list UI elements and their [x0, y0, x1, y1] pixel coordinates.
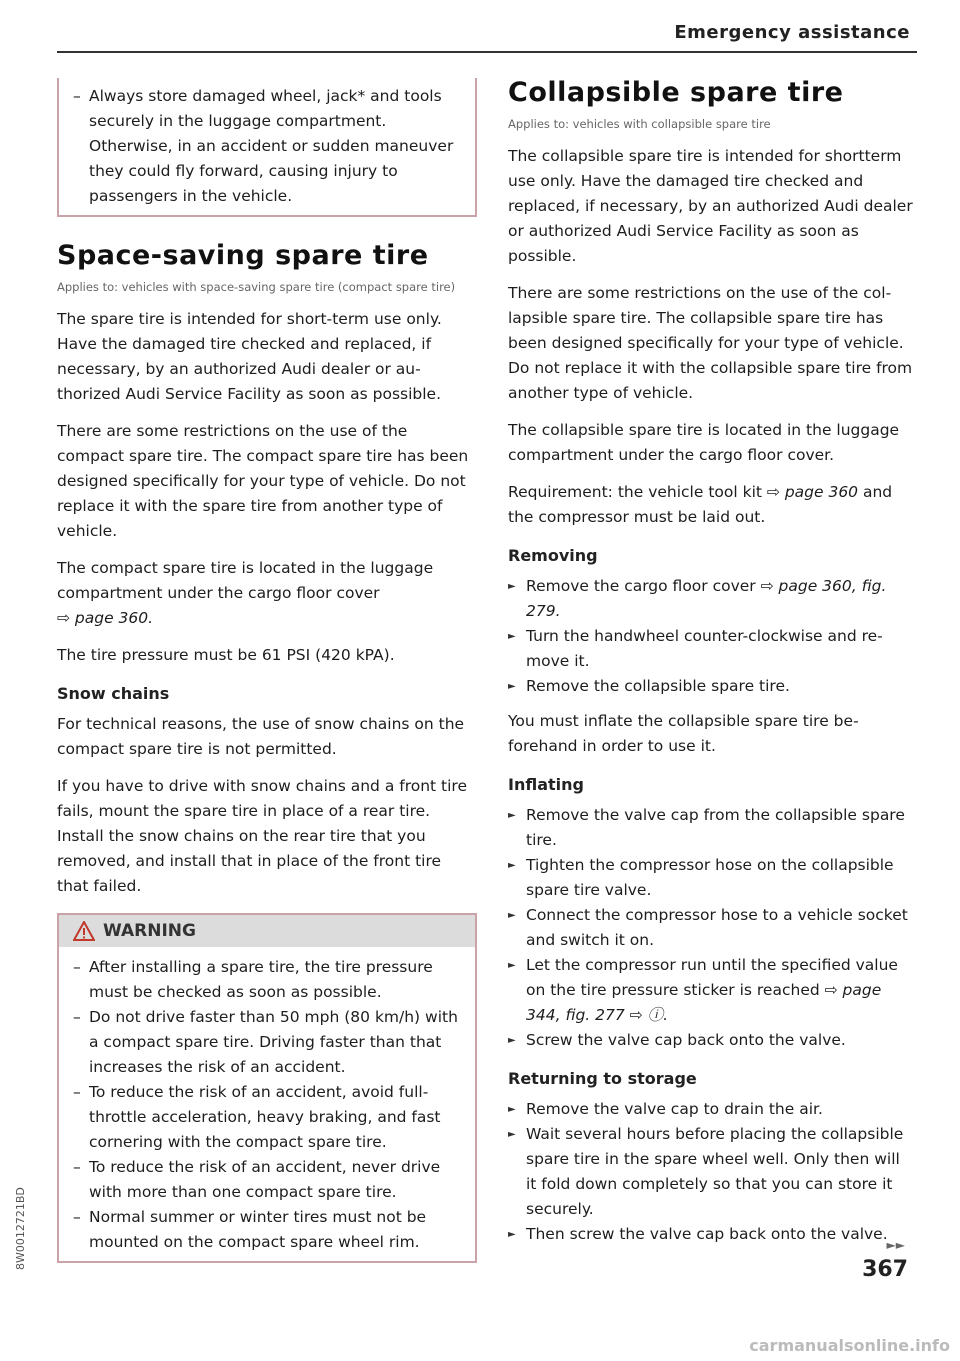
section-header: Emergency assistance: [674, 22, 910, 43]
step-item: ► Remove the valve cap to drain the air.: [508, 1097, 914, 1122]
warning-box: [57, 913, 477, 1263]
subheading-returning-to-storage: Returning to storage: [508, 1069, 697, 1088]
page-reference-link[interactable]: ⇨ page 360: [766, 483, 859, 501]
step-item: ► Remove the valve cap from the collapsible spare tire.: [508, 803, 914, 853]
document-code-text: 8W0012721BD: [14, 1187, 27, 1270]
note-item: – Always store damaged wheel, jack* and tools securely in the luggage compartment. Otherwise, in an accident or sudden maneuver they could fly forward, causing injury to passengers in the vehicle.: [73, 84, 459, 209]
warning-body: [59, 947, 475, 1261]
paragraph-text: The compact spare tire is located in the luggage compartment under the cargo floor cover: [57, 559, 434, 602]
continue-arrow-icon: ►►: [886, 1238, 905, 1252]
warning-item: – To reduce the risk of an accident, avoid fullthrottle acceleration, heavy braking, and fast cornering with the compact spare tire.: [73, 1080, 459, 1155]
watermark: carmanualsonline.info: [749, 1336, 950, 1355]
warning-label: WARNING: [103, 921, 196, 941]
warning-item: – Do not drive faster than 50 mph (80 km/h) with a compact spare tire. Driving faster than that increases the risk of an accident.: [73, 1005, 459, 1080]
paragraph: The tire pressure must be 61 PSI (420 kPA).: [57, 646, 395, 664]
section-title-space-saving: Space-saving spare tire: [57, 240, 429, 271]
right-column: [508, 76, 914, 1247]
left-column: [57, 78, 477, 1263]
page-reference-link[interactable]: ⇨ page 360.: [57, 609, 154, 627]
paragraph: For technical reasons, the use of snow chains on the compact spare tire is not permitted.: [57, 715, 465, 758]
paragraph-text: and the compressor must be laid out.: [508, 483, 893, 526]
paragraph: There are some restrictions on the use of the compact spare tire. The compact spare tire has been designed specifically for your type of vehicle. Do not replace it with the spare tire from another type of vehicle.: [57, 422, 469, 540]
applies-to: Applies to: vehicles with space-saving spare tire (compact spare tire): [57, 280, 456, 294]
subheading-snow-chains: Snow chains: [57, 684, 170, 703]
warning-triangle-icon: [73, 921, 95, 941]
step-item: ► Then screw the valve cap back onto the valve.: [508, 1222, 914, 1247]
paragraph: The collapsible spare tire is intended for shortterm use only. Have the damaged tire checked and replaced, if necessary, by an authorized Audi dealer or authorized Audi Service Facility as soon as possible.: [508, 147, 913, 265]
step-item: ► Remove the collapsible spare tire.: [508, 674, 914, 699]
subheading-inflating: Inflating: [508, 775, 584, 794]
warning-header: [59, 915, 475, 947]
step-item: ► Screw the valve cap back onto the valve.: [508, 1028, 914, 1053]
warning-item: – After installing a spare tire, the tire pressure must be checked as soon as possible.: [73, 955, 459, 1005]
paragraph: The spare tire is intended for short-term use only. Have the damaged tire checked and replaced, if necessary, by an authorized Audi dealer or authorized Audi Service Facility as soon as possible.: [57, 310, 442, 403]
step-item: ► Turn the handwheel counter-clockwise and remove it.: [508, 624, 914, 674]
paragraph-text: Requirement: the vehicle tool kit: [508, 483, 762, 501]
step-text: Let the compressor run until the specified value on the tire pressure sticker is reached: [526, 956, 898, 999]
paragraph: [508, 480, 914, 530]
paragraph: There are some restrictions on the use of the collapsible spare tire. The collapsible spare tire has been designed specifically for your type of vehicle. Do not replace it with the collapsible spare tire from another type of vehicle.: [508, 284, 913, 402]
step-text: Remove the cargo floor cover: [526, 577, 756, 595]
page-reference-link[interactable]: ⇨ page 344, fig. 277 ⇨ ⓘ.: [526, 981, 882, 1024]
applies-to: Applies to: vehicles with collapsible spare tire: [508, 117, 771, 131]
subheading-removing: Removing: [508, 546, 598, 565]
step-item: ► Wait several hours before placing the collapsible spare tire in the spare wheel well. Only then will it fold down completely so that you can store it securely.: [508, 1122, 914, 1222]
paragraph: If you have to drive with snow chains and a front tire fails, mount the spare tire in place of a rear tire. Install the snow chains on the rear tire that you removed, and install that in place of the front tire that failed.: [57, 777, 468, 895]
note-box: [57, 78, 477, 217]
paragraph: You must inflate the collapsible spare tire beforehand in order to use it.: [508, 712, 859, 755]
step-item: [508, 574, 914, 624]
step-item: ► Connect the compressor hose to a vehicle socket and switch it on.: [508, 903, 914, 953]
paragraph: The collapsible spare tire is located in the luggage compartment under the cargo floor cover.: [508, 421, 900, 464]
page-reference-link[interactable]: ⇨ page 360, fig. 279.: [526, 577, 887, 620]
document-code: [14, 1080, 32, 1280]
step-item: ► Tighten the compressor hose on the collapsible spare tire valve.: [508, 853, 914, 903]
warning-item: – To reduce the risk of an accident, never drive with more than one compact spare tire.: [73, 1155, 459, 1205]
paragraph: [57, 556, 477, 631]
warning-item: – Normal summer or winter tires must not be mounted on the compact spare wheel rim.: [73, 1205, 459, 1255]
section-title-collapsible: Collapsible spare tire: [508, 77, 844, 108]
page-number: 367: [862, 1257, 908, 1282]
step-item: [508, 953, 914, 1028]
header-rule: [57, 51, 917, 53]
